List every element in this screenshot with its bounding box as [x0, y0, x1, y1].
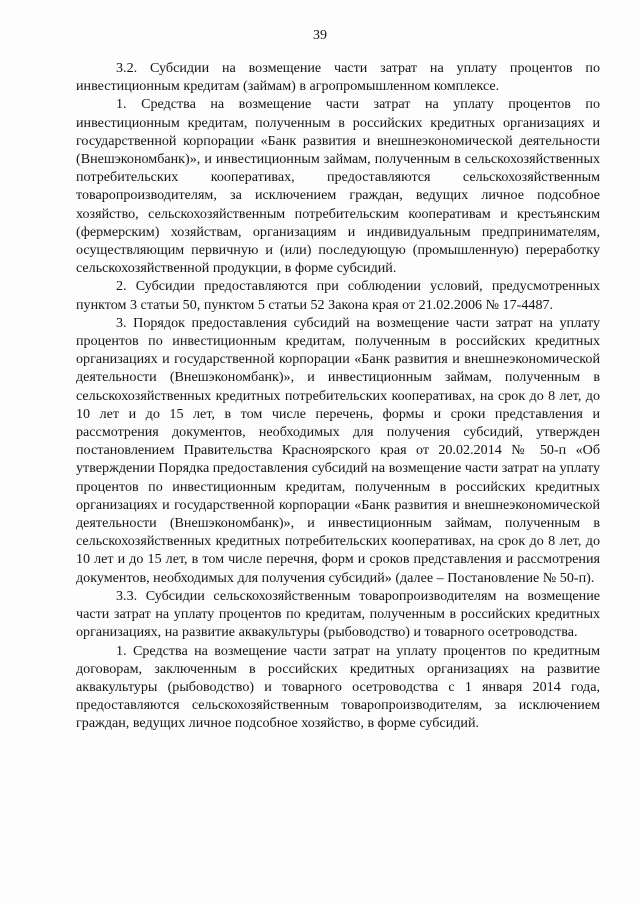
paragraph-3-2-item-1: 1. Средства на возмещение части затрат на уплату процентов по инвестиционным кредитам, полученным в российских кредитных организациях и государственной корпорации «Банк развития и внешнеэкономической деятельности (Внешэкономбанк)», и инвестиционным займам, полученным в сельскохозяйственных потребительских кооперативах, предоставляются сельскохозяйственным товаропроизводителям, за исключением граждан, ведущих личное подсобное хозяйство, сельскохозяйственным потребительским кооперативам и крестьянским (фермерским) хозяйствам, организациям и индивидуальным предпринимателям, осуществляющим первичную и (или) последующую (промышленную) переработку сельскохозяйственной продукции, в форме субсидий. [76, 96, 600, 277]
page-number: 39 [313, 28, 327, 43]
paragraph-3-2-item-2: 2. Субсидии предоставляются при соблюдении условий, предусмотренных пунктом 3 статьи 50, пунктом 5 статьи 52 Закона края от 21.02.2006 № 17-4487. [76, 278, 600, 313]
paragraph-3-2-item-3: 3. Порядок предоставления субсидий на возмещение части затрат на уплату процентов по инвестиционным кредитам, полученным в российских кредитных организациях и государственной корпорации «Банк развития и внешнеэкономической деятельности (Внешэкономбанк)», и инвестиционным займам, полученным в сельскохозяйственных кредитных потребительских кооперативах, на срок до 8 лет, до 10 лет и до 15 лет, в том числе перечень, формы и сроки представления и рассмотрения документов, необходимых для получения субсидий, утвержден постановлением Правительства Красноярского края от 20.02.2014 № 50-п «Об утверждении Порядка предоставления субсидий на возмещение части затрат на уплату процентов по инвестиционным кредитам, полученным в российских кредитных организациях и государственной корпорации «Банк развития и внешнеэкономической деятельности (Внешэкономбанк)», и инвестиционным займам, полученным в сельскохозяйственных кредитных потребительских кооперативах, на срок до 8 лет, до 10 лет и до 15 лет, в том числе перечня, форм и сроков представления и рассмотрения документов, необходимых для получения субсидий» (далее – Постановление № 50-п). [76, 314, 600, 586]
paragraph-3-3-item-1: 1. Средства на возмещение части затрат на уплату процентов по кредитным договорам, заключенным в российских кредитных организациях на развитие аквакультуры (рыбоводство) и товарного осетроводства с 1 января 2014 года, предоставляются сельскохозяйственным товаропроизводителям, за исключением граждан, ведущих личное подсобное хозяйство, в форме субсидий. [76, 642, 600, 732]
section-heading-3-3: 3.3. Субсидии сельскохозяйственным товаропроизводителям на возмещение части затрат на уплату процентов по кредитам, полученным в российских кредитных организациях, на развитие аквакультуры (рыбоводство) и товарного осетроводства. [76, 587, 600, 641]
document-body [76, 59, 600, 733]
section-heading-3-2: 3.2. Субсидии на возмещение части затрат на уплату процентов по инвестиционным кредитам (займам) в агропромышленном комплексе. [76, 60, 600, 95]
